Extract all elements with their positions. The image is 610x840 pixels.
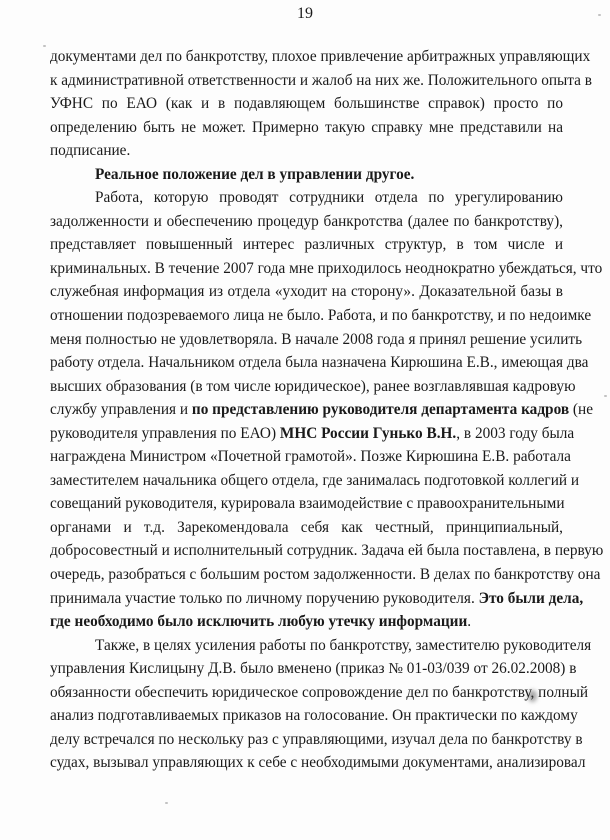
text-run: представляет повышенный интерес различных структур, в том числе и: [50, 236, 563, 254]
text-line: [50, 139, 563, 163]
text-run: документами дел по банкротству, плохое привлечение арбитражных управляющих: [50, 48, 591, 65]
text-run: заместителем начальника общего отдела, где занималась подготовкой коллегий и: [50, 471, 580, 489]
text-run: УФНС по ЕАО (как и в подавляющем большинстве справок) просто по: [50, 95, 563, 113]
text-run: руководителя управления по ЕАО): [50, 424, 280, 442]
document-body: [50, 45, 604, 775]
text-run: Работа, которую проводят сотрудники отдела по урегулированию: [95, 189, 563, 207]
text-run: службу управления и: [50, 401, 192, 419]
scan-speck: [604, 395, 607, 397]
text-line: [50, 751, 586, 775]
text-line: [50, 304, 592, 328]
text-line: [50, 257, 603, 281]
scan-speck: [43, 45, 46, 47]
scan-smudge: [528, 690, 537, 702]
text-line: [50, 92, 563, 116]
text-run: делу встречался по нескольку раз с управляющими, изучал дела по банкротству в: [50, 730, 583, 748]
text-line: [50, 704, 578, 728]
text-run: очередь, разобраться с большим ростом задолженности. В делах по банкротству она: [50, 566, 601, 584]
text-line: [50, 280, 563, 304]
text-run: криминальных. В течение 2007 года мне приходилось неоднократно убеждаться, что: [50, 259, 603, 277]
text-line: [50, 233, 563, 257]
text-run: Также, в целях усиления работы по банкротству, заместителю руководителя: [95, 636, 592, 654]
text-run: служебная информация из отдела «уходит на сторону». Доказательной базы в: [50, 283, 563, 301]
text-line: [50, 328, 583, 352]
text-line: [50, 657, 577, 681]
text-run: анализ подготавливаемых приказов на голосование. Он практически по каждому: [50, 707, 578, 725]
text-line: [50, 445, 571, 469]
text-run: управления Кислицыну Д.В. было вменено (приказ № 01-03/039 от 26.02.2008) в: [50, 660, 577, 678]
text-run: определению быть не может. Примерно такую справку мне представили на: [50, 118, 563, 136]
text-line: [50, 681, 589, 705]
text-run: задолженности и обеспечению процедур банкротства (далее по банкротству),: [50, 212, 563, 230]
text-line: [50, 610, 563, 634]
bold-text: Реальное положение дел в управлении другое: [95, 165, 411, 183]
text-line: [50, 492, 563, 516]
text-line: [50, 69, 593, 93]
bold-text: МНС России Гунько В.Н.: [279, 424, 457, 442]
bold-text: Это были дела,: [478, 589, 584, 607]
text-line: [50, 516, 563, 540]
bold-text: где необходимо было исключить любую утечку информации: [50, 613, 468, 631]
text-run: награждена Министром «Почетной грамотой». Позже Кирюшина Е.В. работала: [50, 448, 571, 466]
text-line: [50, 116, 563, 140]
text-line: [50, 422, 575, 446]
text-run: меня полностью не удовлетворяла. В начале 2008 года я принял решение усилить: [50, 330, 583, 348]
text-run: принимала участие только по личному поручению руководителя.: [50, 589, 479, 607]
text-run: .: [467, 613, 472, 631]
text-run: добросовестный и исполнительный сотрудник. Задача ей была поставлена, в первую: [50, 542, 604, 560]
text-run: судах, вызывал управляющих к себе с необходимыми документами, анализировал: [50, 754, 586, 772]
text-line: [50, 351, 589, 375]
text-line: [50, 210, 563, 234]
text-line: [50, 539, 604, 563]
text-run: подписание.: [50, 142, 131, 160]
text-line: [50, 398, 594, 422]
text-line: [50, 469, 580, 493]
text-run: обязанности обеспечить юридическое сопровождение дел по банкротству, полный: [50, 683, 589, 701]
text-line: [50, 728, 583, 752]
text-run: работу отдела. Начальником отдела была назначена Кирюшина Е.В., имеющая два: [50, 354, 589, 372]
text-run: (не: [569, 401, 594, 419]
text-run: .: [410, 165, 415, 183]
text-line: [50, 375, 576, 399]
text-run: отношении подозреваемого лица не было. Работа, и по банкротству, и по недоимке: [50, 307, 592, 325]
text-line: [50, 45, 591, 69]
text-run: , в 2003 году была: [456, 424, 575, 442]
text-line: [50, 186, 563, 210]
page-number: 19: [297, 5, 313, 22]
section-heading: [50, 163, 563, 187]
text-line: [50, 563, 601, 587]
bold-text: по представлению руководителя департамента кадров: [191, 401, 570, 419]
text-run: органами и т.д. Зарекомендовала себя как честный, принципиальный,: [50, 518, 563, 536]
scan-speck: [165, 802, 168, 804]
scan-speck: [598, 14, 601, 16]
text-run: к административной ответственности и жалоб на них же. Положительного опыта в: [50, 71, 593, 89]
text-run: совещаний руководителя, курировала взаимодействие с правоохранительными: [50, 495, 565, 513]
text-run: высших образования (в том числе юридическое), ранее возглавлявшая кадровую: [50, 377, 576, 395]
text-line: [50, 634, 592, 658]
text-line: [50, 587, 584, 611]
